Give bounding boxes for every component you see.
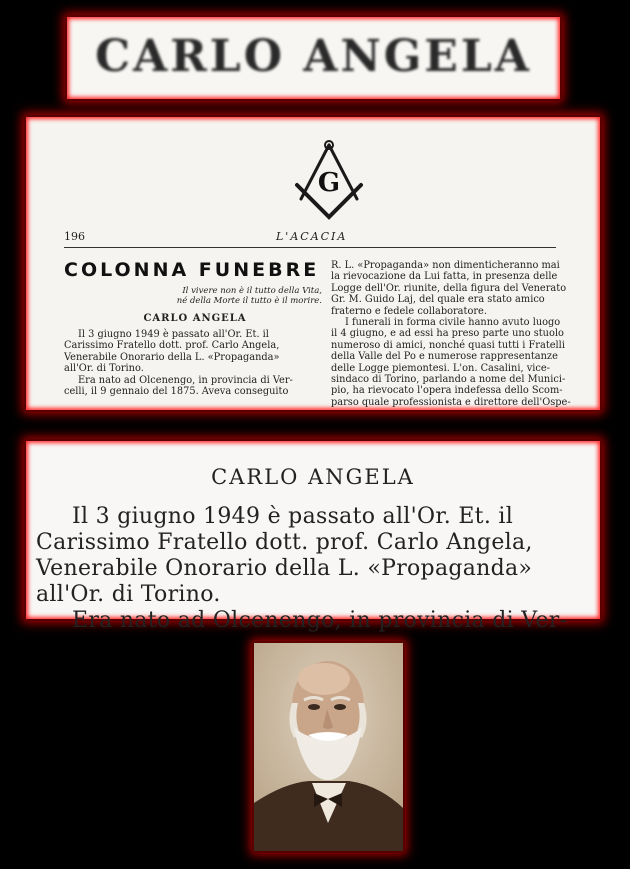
motto-line: né della Morte il tutto è il morire.: [176, 296, 322, 306]
text-line: Venerabile Onorario della L. «Propaganda»: [64, 351, 280, 363]
title-panel: [67, 17, 560, 99]
paragraph: [64, 329, 326, 397]
zoom-line: Venerabile Onorario della L. «Propaganda»: [36, 556, 533, 581]
zoom-line: Era nato ad Olcenengo, in provincia di Ver-: [72, 608, 568, 633]
page-number: 196: [64, 230, 85, 243]
text-line: Carissimo Fratello dott. prof. Carlo Angela,: [64, 340, 280, 352]
text-line: pio, ha rievocato l'opera indefessa dello Scom-: [331, 385, 563, 397]
text-line: fraterno e fedele collaboratore.: [331, 305, 487, 317]
zoom-paragraph: [36, 504, 596, 634]
running-head: L'ACACIA: [276, 230, 348, 243]
section-title: COLONNA FUNEBRE: [64, 259, 320, 281]
text-line: sindaco di Torino, parlando a nome del Munici-: [331, 374, 566, 386]
text-line: parso quale professionista e direttore dell'Ospe-: [331, 396, 571, 408]
header-rule: [64, 247, 556, 248]
text-line: numeroso di amici, nonché quasi tutti i Fratelli: [331, 339, 565, 351]
zoom-heading: CARLO ANGELA: [211, 465, 415, 489]
zoom-line: Carissimo Fratello dott. prof. Carlo Angela,: [36, 530, 533, 555]
right-column: [331, 260, 606, 408]
text-line: R. L. «Propaganda» non dimenticheranno mai: [331, 260, 560, 271]
portrait-panel: [254, 643, 403, 851]
text-line: la rievocazione da Lui fatta, in presenza delle: [331, 271, 558, 283]
emblem-letter: G: [317, 168, 341, 198]
text-line: Gr. M. Guido Laj, del quale era stato amico: [331, 294, 545, 306]
text-line: il 4 giugno, e ad essi ha preso parte uno stuolo: [331, 328, 564, 340]
text-line: della Valle del Po e numerose rappresentanze: [331, 351, 558, 363]
text-line: delle Logge piemontesi. L'on. Casalini, vice-: [331, 362, 550, 374]
zoom-line: Il 3 giugno 1949 è passato all'Or. Et. il: [72, 504, 514, 529]
motto: [64, 286, 326, 306]
portrait-photo: [254, 643, 403, 851]
text-line: Il 3 giugno 1949 è passato all'Or. Et. il: [78, 329, 269, 340]
text-line: Logge dell'Or. riunite, della figura del Venerato: [331, 282, 567, 294]
text-line: I funerali in forma civile hanno avuto luogo: [345, 317, 561, 329]
left-column: [64, 259, 326, 397]
motto-line: Il vivere non è il tutto della Vita,: [182, 286, 322, 296]
square-and-compass-icon: [291, 139, 367, 219]
text-line: celli, il 9 gennaio del 1875. Aveva conseguito: [64, 386, 289, 398]
text-line: all'Or. di Torino.: [64, 363, 144, 375]
zoom-line: all'Or. di Torino.: [36, 582, 221, 607]
zoom-excerpt-panel: [26, 441, 600, 633]
text-line: Era nato ad Olcenengo, in provincia di Ver-: [78, 374, 293, 386]
name-title: CARLO ANGELA: [95, 31, 532, 82]
obituary-heading: CARLO ANGELA: [143, 313, 247, 324]
page-excerpt-panel: [26, 117, 600, 410]
